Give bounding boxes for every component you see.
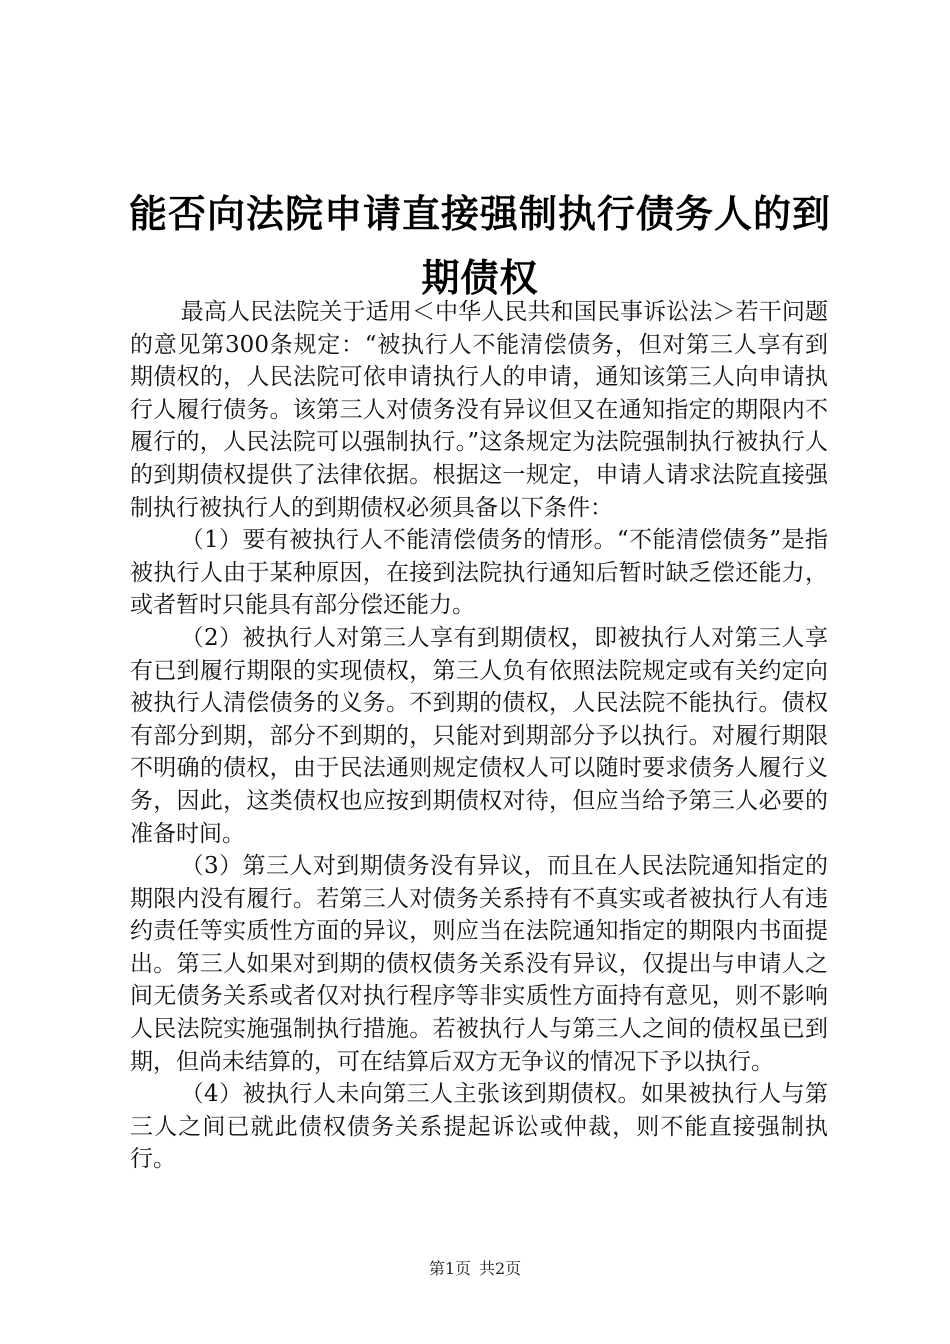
paragraph-intro: 最高人民法院关于适用＜中华人民共和国民事诉讼法＞若干问题的意见第300条规定：“被执行人不能清偿债务，但对第三人享有到期债权的，人民法院可依申请执行人的申请，通知该第三人向申请执行人履行债务。该第三人对债务没有异议但又在通知指定的期限内不履行的，人民法院可以强制执行。”这条规定为法院强制执行被执行人的到期债权提供了法律依据。根据这一规定，申请人请求法院直接强制执行被执行人的到期债权必须具备以下条件： [130,299,828,521]
page-number-total: 共2页 [479,1259,522,1278]
paragraph-condition-4: （4）被执行人未向第三人主张该到期债权。如果被执行人与第三人之间已就此债权债务关系提起诉讼或仲裁，则不能直接强制执行。 [130,1081,828,1173]
document-body [130,296,828,1176]
page-number-current: 第1页 [428,1259,471,1278]
paragraph-condition-1: （1）要有被执行人不能清偿债务的情形。“不能清偿债务”是指被执行人由于某种原因，在接到法院执行通知后暂时缺乏偿还能力，或者暂时只能具有部分偿还能力。 [130,527,828,619]
paragraph-condition-2: （2）被执行人对第三人享有到期债权，即被执行人对第三人享有已到履行期限的实现债权，第三人负有依照法院规定或有关约定向被执行人清偿债务的义务。不到期的债权，人民法院不能执行。债权有部分到期，部分不到期的，只能对到期部分予以执行。对履行期限不明确的债权，由于民法通则规定债权人可以随时要求债务人履行义务，因此，这类债权也应按到期债权对待，但应当给予第三人必要的准备时间。 [130,624,828,847]
page-footer [0,1258,950,1280]
document-title: 能否向法院申请直接强制执行债务人的到期债权 [128,192,831,300]
paragraph-condition-3: （3）第三人对到期债务没有异议，而且在人民法院通知指定的期限内没有履行。若第三人对债务关系持有不真实或者被执行人有违约责任等实质性方面的异议，则应当在法院通知指定的期限内书面提出。第三人如果对到期的债权债务关系没有异议，仅提出与申请人之间无债务关系或者仅对执行程序等非实质性方面持有意见，则不影响人民法院实施强制执行措施。若被执行人与第三人之间的债权虽已到期，但尚未结算的，可在结算后双方无争议的情况下予以执行。 [130,853,828,1075]
